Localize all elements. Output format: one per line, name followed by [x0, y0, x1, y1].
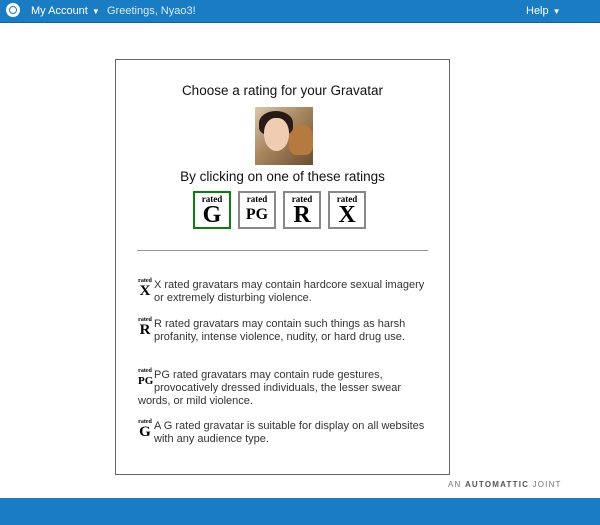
my-account-label: My Account: [31, 5, 88, 17]
help-menu[interactable]: [526, 5, 561, 17]
rating-g-button[interactable]: [193, 191, 231, 229]
rating-big-label: PG: [245, 206, 269, 223]
automattic-footer-logo[interactable]: [448, 480, 562, 489]
rating-small-label: rated: [291, 194, 313, 204]
card-title: Choose a rating for your Gravatar: [181, 83, 384, 98]
rating-big-label: X: [338, 202, 356, 228]
footer-suffix: JOINT: [532, 480, 562, 489]
description-text: PG rated gravatars may contain rude gestures, provocatively dressed individuals, the lesser swear words, or mild violence.: [138, 369, 402, 407]
card-subtitle: By clicking on one of these ratings: [180, 169, 385, 184]
top-navigation-bar: [0, 0, 600, 23]
my-account-menu[interactable]: [31, 5, 100, 17]
gravatar-logo-icon[interactable]: [6, 3, 20, 17]
description-text: X rated gravatars may contain hardcore sexual imagery or extremely disturbing violence.: [154, 279, 425, 304]
rating-x-badge-icon: [138, 278, 152, 298]
footer-prefix: AN: [448, 480, 462, 489]
badge-big-label: G: [139, 424, 151, 440]
description-g: [138, 420, 428, 446]
description-pg: [138, 369, 428, 408]
bottom-bar: [0, 498, 600, 525]
badge-small-label: rated: [138, 419, 152, 425]
rating-big-label: G: [202, 202, 222, 228]
rating-r-button[interactable]: [283, 191, 321, 229]
badge-small-label: rated: [138, 317, 152, 323]
badge-small-label: rated: [138, 278, 152, 284]
rating-pg-button[interactable]: [238, 191, 276, 229]
description-text: R rated gravatars may contain such things as harsh profanity, intense violence, nudity, or hard drug use.: [154, 318, 406, 343]
description-r: [138, 318, 428, 344]
rating-small-label: rated: [201, 194, 223, 204]
rating-small-label: rated: [336, 194, 358, 204]
rating-r-badge-icon: [138, 317, 152, 337]
rating-card: [115, 59, 450, 475]
divider: [137, 250, 428, 251]
rating-g-badge-icon: [138, 419, 152, 439]
rating-x-button[interactable]: [328, 191, 366, 229]
rating-small-label: rated: [246, 194, 268, 204]
rating-pg-badge-icon: [138, 368, 152, 388]
avatar-face-shape: [264, 118, 289, 151]
badge-big-label: X: [139, 283, 151, 299]
badge-big-label: PG: [138, 375, 154, 387]
help-label: Help: [526, 5, 549, 17]
footer-brand: AUTOMATTIC: [464, 480, 530, 489]
chevron-down-icon: ▼: [552, 7, 561, 16]
badge-small-label: rated: [138, 368, 152, 374]
description-x: [138, 279, 428, 305]
description-text: A G rated gravatar is suitable for display on all websites with any audience type.: [154, 420, 425, 445]
rating-big-label: R: [293, 202, 311, 228]
rating-buttons: [193, 191, 393, 231]
chevron-down-icon: ▼: [91, 7, 100, 16]
avatar: [255, 107, 313, 165]
greeting-text: Greetings, Nyao3!: [107, 5, 196, 17]
badge-big-label: R: [139, 322, 151, 338]
